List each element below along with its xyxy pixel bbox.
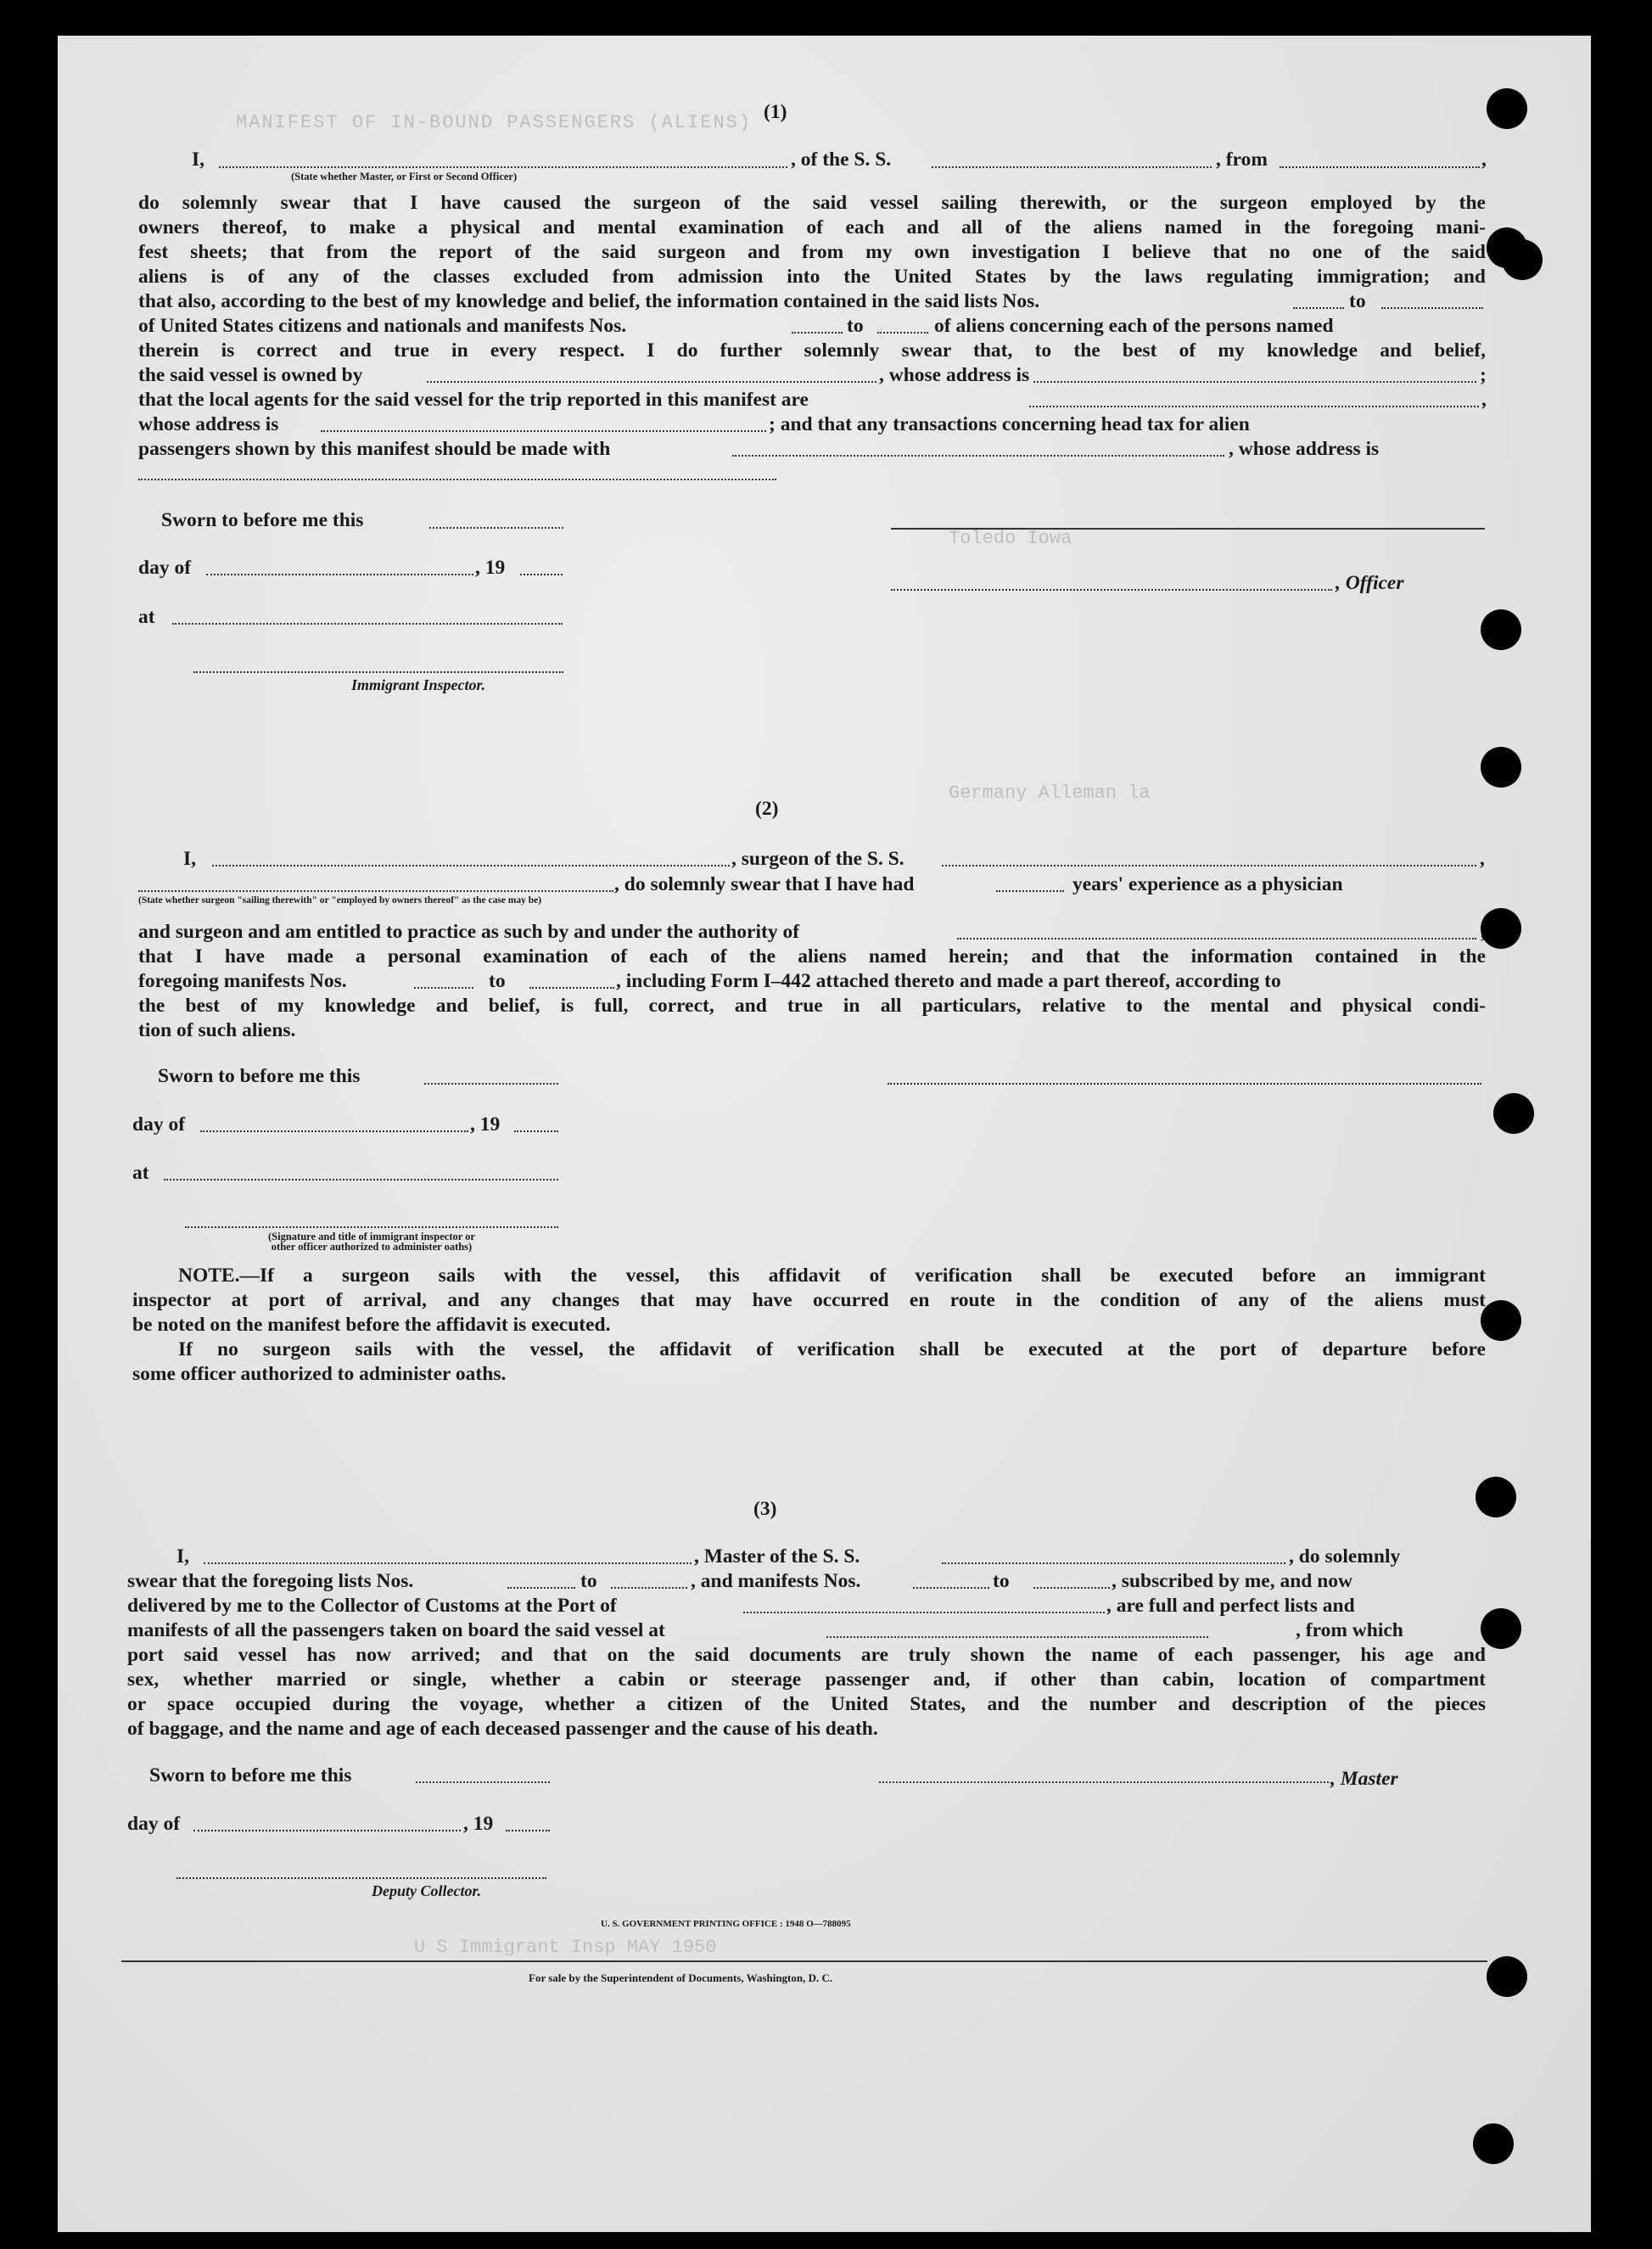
vessel-name-blank[interactable] <box>932 166 1212 168</box>
vessel-name-blank[interactable] <box>942 865 1476 867</box>
deputy-collector-label: Deputy Collector. <box>372 1882 481 1899</box>
boarding-port-blank[interactable] <box>826 1636 1208 1638</box>
sworn-label: Sworn to before me this <box>161 509 364 531</box>
sworn-label: Sworn to before me this <box>158 1065 361 1087</box>
bleed-through-text: Germany Alleman la <box>949 782 1151 804</box>
lead-i: I, <box>192 149 205 171</box>
whose-address-label: whose address is <box>138 413 279 435</box>
at-place-blank[interactable] <box>172 623 563 625</box>
best-knowledge-line: the best of my knowledge and belief, is full, correct, and true in all particulars, relative to the mental and physical condi- <box>138 995 1486 1017</box>
comma: , <box>1480 848 1485 870</box>
punch-hole <box>1473 2123 1514 2164</box>
vessel-name-blank[interactable] <box>942 1562 1285 1564</box>
whose-address-label: , whose address is <box>879 364 1030 386</box>
punch-hole <box>1481 908 1521 949</box>
printing-office-imprint: U. S. GOVERNMENT PRINTING OFFICE : 1948 O—788095 <box>601 1919 851 1929</box>
year-prefix: , 19 <box>463 1813 494 1835</box>
from-port-blank[interactable] <box>1280 166 1480 168</box>
footer-rule <box>121 1960 1487 1962</box>
swear-had-label: , do solemnly swear that I have had <box>614 873 915 895</box>
manifests-to-blank[interactable] <box>877 332 928 334</box>
head-tax-party-blank[interactable] <box>732 455 1224 457</box>
lists-to-blank[interactable] <box>611 1587 687 1589</box>
surgeon-name-blank[interactable] <box>212 865 730 867</box>
whose-address-label: , whose address is <box>1229 438 1380 460</box>
punch-hole <box>1487 1956 1527 1997</box>
surgeon-of-label: , surgeon of the S. S. <box>731 848 904 870</box>
inspector-signature-blank[interactable] <box>185 1226 558 1228</box>
note-line-4: If no surgeon sails with the vessel, the affidavit of verification shall be executed at the port of departure before <box>178 1338 1486 1360</box>
manifests-line-b: of aliens concerning each of the persons named <box>934 315 1334 337</box>
section-number-2: (2) <box>755 798 779 820</box>
punch-hole <box>1493 1093 1534 1134</box>
for-sale-notice: For sale by the Superintendent of Documents, Washington, D. C. <box>529 1971 833 1984</box>
signature-caption-2: other officer authorized to administer oaths) <box>271 1241 473 1253</box>
authority-label: and surgeon and am entitled to practice as such by and under the authority of <box>138 921 800 943</box>
full-perfect-label: , are full and perfect lists and <box>1106 1595 1355 1617</box>
master-label: , Master <box>1330 1768 1398 1790</box>
foregoing-from-blank[interactable] <box>414 987 473 989</box>
from-label: , from <box>1216 149 1268 171</box>
authority-blank[interactable] <box>957 938 1476 939</box>
officer-signature-line[interactable] <box>891 528 1485 530</box>
manifests-all-label: manifests of all the passengers taken on board the said vessel at <box>127 1619 665 1641</box>
state-caption: (State whether Master, or First or Second Officer) <box>291 171 518 182</box>
punch-hole <box>1481 1608 1521 1649</box>
to-label: to <box>993 1570 1010 1592</box>
attest-line-2: sex, whether married or single, whether a cabin or steerage passenger and, if other than cabin, location of compartment <box>127 1669 1486 1691</box>
lists-from-blank[interactable] <box>507 1587 575 1589</box>
at-place-blank[interactable] <box>164 1179 558 1181</box>
sworn-date-blank[interactable] <box>429 527 563 529</box>
collector-signature-blank[interactable] <box>176 1877 546 1879</box>
manifests-from-blank[interactable] <box>913 1587 989 1589</box>
foregoing-label: foregoing manifests Nos. <box>138 970 347 992</box>
punch-hole <box>1481 609 1521 650</box>
note-line-1: NOTE.—If a surgeon sails with the vessel, this affidavit of verification shall be executed before an immigrant <box>178 1265 1486 1287</box>
comma: , <box>1481 149 1487 171</box>
port-blank[interactable] <box>743 1612 1105 1613</box>
officer-label: , Officer <box>1336 572 1404 594</box>
to-label: to <box>847 315 864 337</box>
sworn-date-blank[interactable] <box>424 1083 558 1085</box>
oath-line-1: do solemnly swear that I have caused the surgeon of the said vessel sailing therewith, or the surgeon employed by the <box>138 192 1486 214</box>
do-solemnly-label: , do solemnly <box>1289 1545 1401 1568</box>
punch-hole <box>1481 1300 1521 1341</box>
manifests-from-blank[interactable] <box>792 332 843 334</box>
to-label: to <box>489 970 506 992</box>
year-blank[interactable] <box>506 1830 550 1831</box>
manifests-to-blank[interactable] <box>1033 1587 1110 1589</box>
oath-line-5: that also, according to the best of my knowledge and belief, the information contained in the said lists Nos. <box>138 290 1040 312</box>
attest-line-3: or space occupied during the voyage, whether a citizen of the United States, and the number and description of the pieces <box>127 1693 1486 1715</box>
and-manifests-label: , and manifests Nos. <box>691 1570 861 1592</box>
punch-hole <box>1481 747 1521 788</box>
swear-lists-label: swear that the foregoing lists Nos. <box>127 1570 414 1592</box>
year-blank[interactable] <box>514 1130 558 1132</box>
punch-hole <box>1476 1477 1516 1517</box>
bleed-through-text: Toledo Iowa <box>949 528 1072 549</box>
section-number-3: (3) <box>753 1498 777 1520</box>
semicolon: ; <box>1480 364 1487 386</box>
oath-line-4: aliens is of any of the classes excluded from admission into the United States by the laws regulating immigration; and <box>138 266 1486 288</box>
section-number-1: (1) <box>764 101 787 123</box>
officer-title-blank[interactable] <box>891 589 1332 591</box>
head-tax-label: ; and that any transactions concerning head tax for alien <box>769 413 1250 435</box>
delivered-label: delivered by me to the Collector of Customs at the Port of <box>127 1595 617 1617</box>
master-signature-blank[interactable] <box>879 1781 1329 1783</box>
day-of-label: day of <box>132 1113 186 1136</box>
last-line: tion of such aliens. <box>138 1019 296 1041</box>
year-prefix: , 19 <box>470 1113 501 1136</box>
state-caption: (State whether surgeon "sailing therewith" or "employed by owners thereof" as the case may be) <box>138 895 542 906</box>
to-label: to <box>1349 290 1366 312</box>
signature-caption-1: (Signature and title of immigrant inspector or <box>268 1231 475 1242</box>
foregoing-to-blank[interactable] <box>529 987 614 989</box>
passengers-label: passengers shown by this manifest should be made with <box>138 438 611 460</box>
master-name-blank[interactable] <box>204 1562 692 1564</box>
therein-line: therein is correct and true in every respect. I do further solemnly swear that, to the best of my knowledge and belief, <box>138 339 1486 362</box>
manifests-line-a: of United States citizens and nationals and manifests Nos. <box>138 315 627 337</box>
day-of-label: day of <box>138 557 192 579</box>
inspector-label: Immigrant Inspector. <box>351 676 486 693</box>
note-line-3: be noted on the manifest before the affidavit is executed. <box>132 1314 611 1336</box>
master-of-label: , Master of the S. S. <box>694 1545 860 1568</box>
sworn-label: Sworn to before me this <box>149 1764 352 1786</box>
day-of-label: day of <box>127 1813 181 1835</box>
note-line-5: some officer authorized to administer oaths. <box>132 1363 507 1385</box>
oath-line-2: owners thereof, to make a physical and mental examination of each and all of the aliens named in the foregoing mani- <box>138 216 1486 238</box>
owner-address-blank[interactable] <box>1033 381 1476 383</box>
head-tax-address-blank[interactable] <box>138 479 776 480</box>
of-ss-label: , of the S. S. <box>791 149 892 171</box>
to-label: to <box>580 1570 597 1592</box>
comma: , <box>1481 389 1487 411</box>
form-page <box>58 36 1591 2232</box>
exam-line: that I have made a personal examination of each of the aliens named herein; and that the information contained in the <box>138 945 1486 967</box>
month-blank[interactable] <box>206 574 473 575</box>
attest-line-4: of baggage, and the name and age of each deceased passenger and the cause of his death. <box>127 1718 878 1740</box>
years-blank[interactable] <box>996 890 1064 892</box>
bleed-through-stamp: U S Immigrant Insp MAY 1950 <box>414 1937 717 1958</box>
surgeon-signature-blank[interactable] <box>888 1083 1481 1085</box>
inspector-signature-blank[interactable] <box>193 671 563 673</box>
at-label: at <box>132 1162 149 1184</box>
form-i442-label: , including Form I–442 attached thereto and made a part thereof, according to <box>616 970 1281 992</box>
punch-hole <box>1502 239 1543 280</box>
attest-line-1: port said vessel has now arrived; and that on the said documents are truly shown the name of each passenger, his age and <box>127 1644 1486 1666</box>
local-agents-label: that the local agents for the said vessel for the trip reported in this manifest are <box>138 389 809 411</box>
officer-name-blank[interactable] <box>219 166 787 168</box>
agents-address-blank[interactable] <box>321 430 766 432</box>
owned-by-label: the said vessel is owned by <box>138 364 363 386</box>
oath-line-3: fest sheets; that from the report of the said surgeon and from my own investigation I believe that no one of the said <box>138 241 1486 263</box>
from-which-label: , from which <box>1296 1619 1403 1641</box>
year-prefix: , 19 <box>475 557 506 579</box>
lists-from-blank[interactable] <box>1293 307 1344 309</box>
bleed-through-text: MANIFEST OF IN-BOUND PASSENGERS (ALIENS) <box>236 112 753 133</box>
month-blank[interactable] <box>200 1130 468 1132</box>
note-line-2: inspector at port of arrival, and any changes that may have occurred en route in the condition of any of the aliens must <box>132 1289 1486 1311</box>
month-blank[interactable] <box>193 1830 461 1831</box>
sworn-date-blank[interactable] <box>416 1781 550 1783</box>
punch-hole <box>1487 88 1527 129</box>
owner-blank[interactable] <box>427 381 876 383</box>
surgeon-status-blank[interactable] <box>138 890 613 892</box>
lead-i: I, <box>183 848 197 870</box>
local-agents-blank[interactable] <box>1029 406 1479 407</box>
year-blank[interactable] <box>520 574 563 575</box>
subscribed-label: , subscribed by me, and now <box>1112 1570 1353 1592</box>
lead-i: I, <box>176 1545 190 1568</box>
lists-to-blank[interactable] <box>1381 307 1483 309</box>
years-experience-label: years' experience as a physician <box>1072 873 1343 895</box>
at-label: at <box>138 606 155 628</box>
